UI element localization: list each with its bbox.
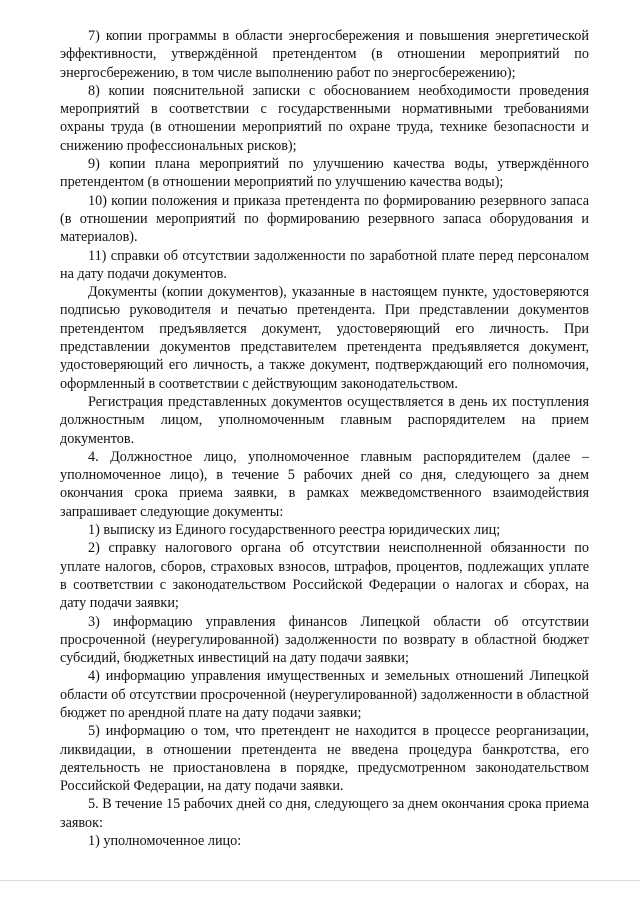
paragraph-request-1: 1) выписку из Единого государственного реестра юридических лиц; [88, 522, 501, 539]
paragraph-request-4: 4) информацию управления имущественных и земельных отношений Липецкой области об отсутствии просроченной (неурегулированной) задолженности в областной бюджет по арендной плате на дату подачи заявки; [60, 668, 589, 721]
paragraph-documents-certification: Документы (копии документов), указанные в настоящем пункте, удостоверяются подписью руководителя и печатью претендента. При представлении документов претендентом предъявляется документ, удостоверяющий его личность. При представлении документов представителем претендента предъявляется документ, удостоверяющий его личность, а также документ, подтверждающий его полномочия, оформленный в соответствии с действующим законодательством. [60, 284, 589, 392]
document-body [60, 27, 589, 850]
paragraph-item-8: 8) копии пояснительной записки с обоснованием необходимости проведения мероприятий в соответствии с государственными нормативными требованиями охраны труда (в отношении мероприятий по охране труда, технике безопасности и снижению профессиональных рисков); [60, 82, 589, 154]
paragraph-section-5-item-1: 1) уполномоченное лицо: [88, 833, 242, 850]
paragraph-request-2: 2) справку налогового органа об отсутствии неисполненной обязанности по уплате налогов, сборов, страховых взносов, штрафов, процентов, подлежащих уплате в соответствии с законодательством Российской Федерации о налогах и сборах, на дату подачи заявки; [60, 540, 589, 612]
page-bottom-divider [0, 880, 640, 881]
paragraph-item-11: 11) справки об отсутствии задолженности по заработной плате перед персоналом на дату подачи документов. [60, 247, 589, 282]
paragraph-section-4: 4. Должностное лицо, уполномоченное главным распорядителем (далее – уполномоченное лицо), в течение 5 рабочих дней со дня, следующего за днем окончания срока приема заявки, в рамках межведомственного взаимодействия запрашивает следующие документы: [60, 448, 589, 520]
paragraph-item-10: 10) копии положения и приказа претендента по формированию резервного запаса (в отношении мероприятий по формированию резервного запаса оборудования и материалов). [60, 192, 589, 246]
paragraph-request-5: 5) информацию о том, что претендент не находится в процессе реорганизации, ликвидации, в отношении претендента не введена процедура банкротства, его деятельность не приостановлена в порядке, предусмотренном законодательством Российской Федерации, на дату подачи заявки. [60, 723, 589, 795]
paragraph-section-5: 5. В течение 15 рабочих дней со дня, следующего за днем окончания срока приема заявок: [60, 796, 589, 831]
paragraph-request-3: 3) информацию управления финансов Липецкой области об отсутствии просроченной (неурегулированной) задолженности по возврату в областной бюджет субсидий, бюджетных инвестиций на дату подачи заявки; [60, 613, 589, 667]
paragraph-item-9: 9) копии плана мероприятий по улучшению качества воды, утверждённого претендентом (в отношении мероприятий по улучшению качества воды); [60, 156, 589, 191]
paragraph-item-7: 7) копии программы в области энергосбережения и повышения энергетической эффективности, утверждённой претендентом (в отношении мероприятий по энергосбережению, в том числе выполнению работ по энергосбережению); [60, 28, 589, 81]
paragraph-registration: Регистрация представленных документов осуществляется в день их поступления должностным лицом, уполномоченным главным распорядителем на прием документов. [60, 393, 589, 447]
